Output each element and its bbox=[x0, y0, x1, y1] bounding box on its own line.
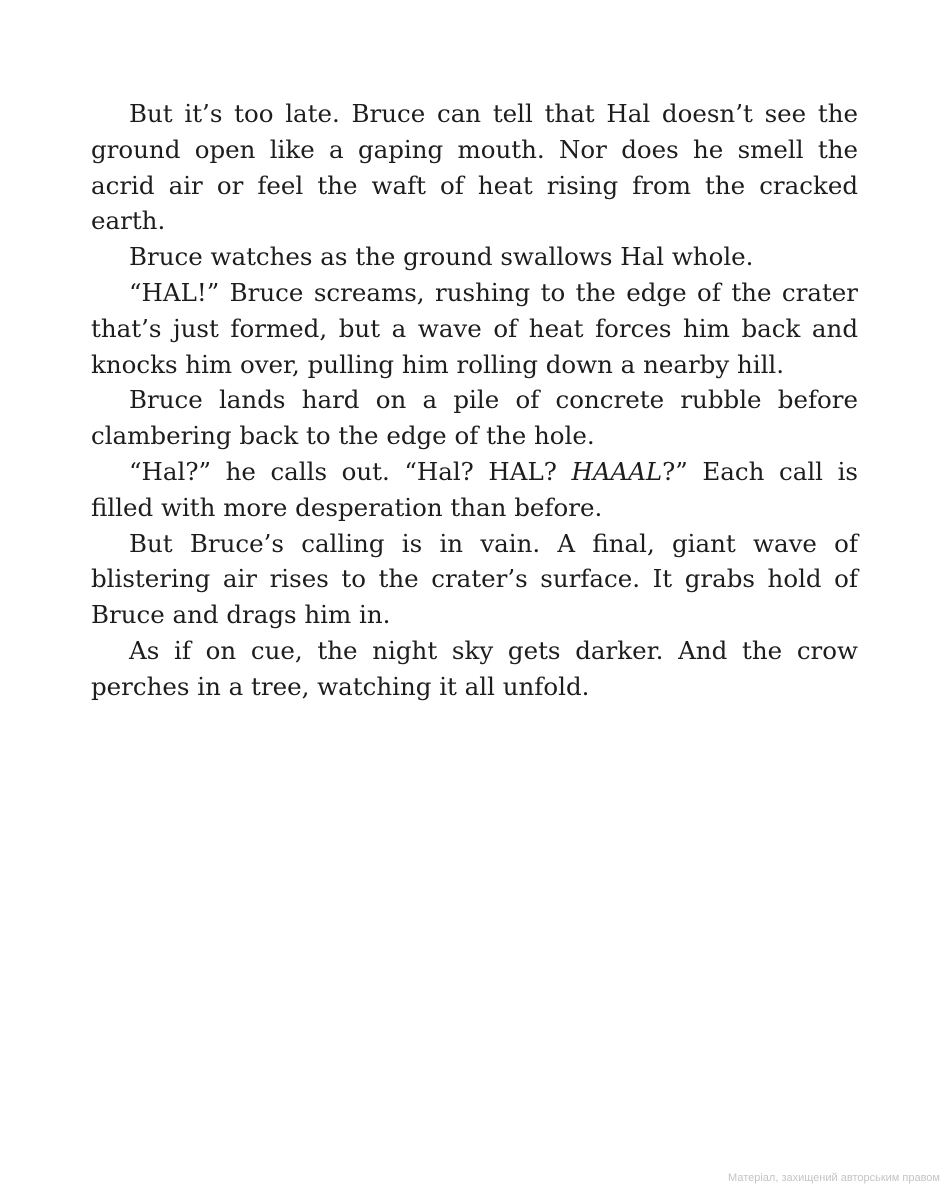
paragraph bbox=[91, 454, 858, 526]
paragraph: As if on cue, the night sky gets darker. And the crow perches in a tree, watching it all unfold. bbox=[91, 635, 858, 701]
paragraph: “HAL!” Bruce screams, rushing to the edge of the crater that’s just formed, but a wave of heat forces him back and knocks him over, pulling him rolling down a nearby hill. bbox=[91, 277, 858, 379]
paragraph: Bruce lands hard on a pile of concrete rubble before clambering back to the edge of the hole. bbox=[91, 385, 858, 451]
paragraph: But Bruce’s calling is in vain. A final, giant wave of blistering air rises to the crater’s surface. It grabs hold of Bruce and drags him in. bbox=[91, 528, 858, 630]
copyright-watermark: Матеріал, захищений авторським правом bbox=[728, 1172, 940, 1184]
paragraph: But it’s too late. Bruce can tell that Hal doesn’t see the ground open like a gaping mouth. Nor does he smell the acrid air or feel the waft of heat rising from the cracked earth. bbox=[91, 99, 858, 236]
paragraph: Bruce watches as the ground swallows Hal whole. bbox=[129, 242, 754, 272]
emphasized-shout: HAAAL bbox=[571, 456, 663, 486]
paragraph-text: ?” Each call is filled with more desperation than before. bbox=[91, 456, 858, 522]
story-text bbox=[91, 96, 858, 705]
paragraph-text: “Hal?” he calls out. “Hal? HAL? bbox=[129, 456, 572, 486]
